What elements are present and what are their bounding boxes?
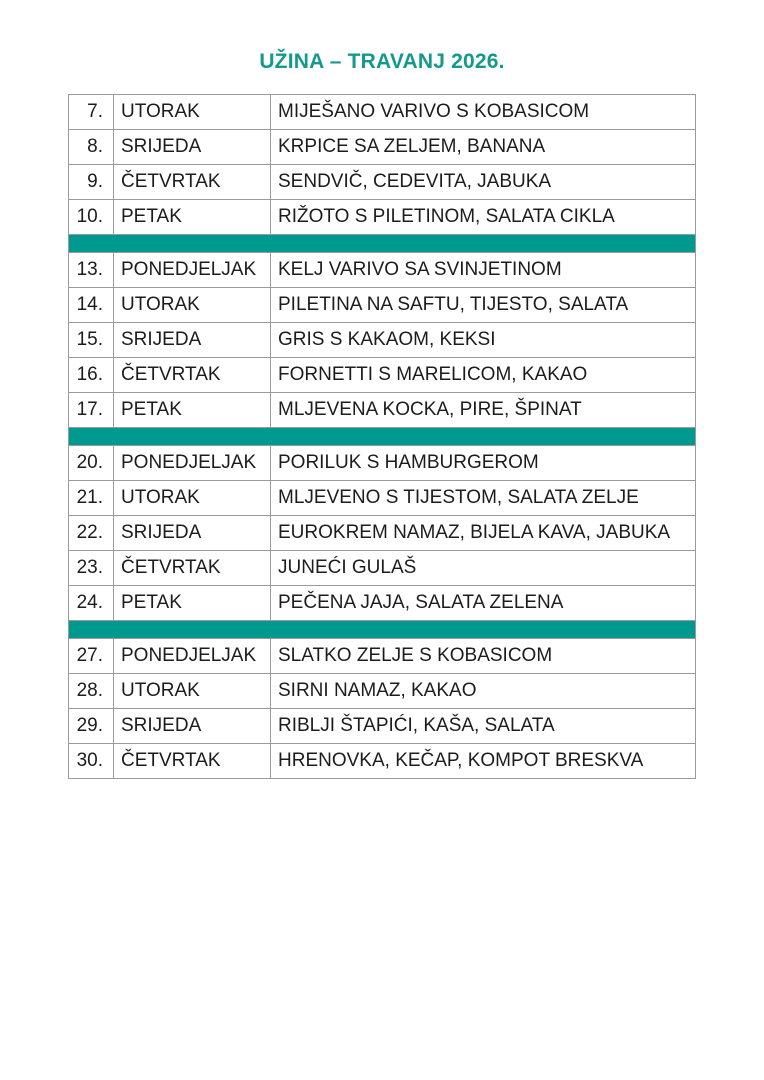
date-cell: 30. bbox=[69, 744, 114, 779]
date-cell: 9. bbox=[69, 165, 114, 200]
day-cell: SRIJEDA bbox=[114, 323, 271, 358]
day-cell: SRIJEDA bbox=[114, 130, 271, 165]
day-cell: UTORAK bbox=[114, 481, 271, 516]
week-separator bbox=[69, 428, 696, 446]
table-row bbox=[69, 551, 696, 586]
day-cell: UTORAK bbox=[114, 95, 271, 130]
table-row bbox=[69, 446, 696, 481]
date-cell: 14. bbox=[69, 288, 114, 323]
date-cell: 21. bbox=[69, 481, 114, 516]
date-cell: 23. bbox=[69, 551, 114, 586]
date-cell: 7. bbox=[69, 95, 114, 130]
table-row bbox=[69, 358, 696, 393]
meal-cell: GRIS S KAKAOM, KEKSI bbox=[271, 323, 696, 358]
table-row bbox=[69, 288, 696, 323]
table-row bbox=[69, 165, 696, 200]
day-cell: ČETVRTAK bbox=[114, 551, 271, 586]
day-cell: ČETVRTAK bbox=[114, 165, 271, 200]
table-row bbox=[69, 323, 696, 358]
meal-cell: RIBLJI ŠTAPIĆI, KAŠA, SALATA bbox=[271, 709, 696, 744]
week-separator bbox=[69, 235, 696, 253]
table-row bbox=[69, 393, 696, 428]
table-row bbox=[69, 639, 696, 674]
table-row bbox=[69, 481, 696, 516]
page-title: UŽINA – TRAVANJ 2026. bbox=[259, 50, 505, 73]
day-cell: PETAK bbox=[114, 586, 271, 621]
meal-cell: MLJEVENO S TIJESTOM, SALATA ZELJE bbox=[271, 481, 696, 516]
meal-cell: MLJEVENA KOCKA, PIRE, ŠPINAT bbox=[271, 393, 696, 428]
meal-cell: KELJ VARIVO SA SVINJETINOM bbox=[271, 253, 696, 288]
day-cell: PETAK bbox=[114, 200, 271, 235]
meal-cell: KRPICE SA ZELJEM, BANANA bbox=[271, 130, 696, 165]
date-cell: 16. bbox=[69, 358, 114, 393]
day-cell: SRIJEDA bbox=[114, 516, 271, 551]
table-row bbox=[69, 744, 696, 779]
meal-cell: EUROKREM NAMAZ, BIJELA KAVA, JABUKA bbox=[271, 516, 696, 551]
meal-cell: PEČENA JAJA, SALATA ZELENA bbox=[271, 586, 696, 621]
meal-cell: PILETINA NA SAFTU, TIJESTO, SALATA bbox=[271, 288, 696, 323]
day-cell: PETAK bbox=[114, 393, 271, 428]
table-row bbox=[69, 95, 696, 130]
date-cell: 13. bbox=[69, 253, 114, 288]
date-cell: 28. bbox=[69, 674, 114, 709]
meal-cell: SENDVIČ, CEDEVITA, JABUKA bbox=[271, 165, 696, 200]
date-cell: 20. bbox=[69, 446, 114, 481]
meal-cell: PORILUK S HAMBURGEROM bbox=[271, 446, 696, 481]
date-cell: 15. bbox=[69, 323, 114, 358]
meal-cell: SLATKO ZELJE S KOBASICOM bbox=[271, 639, 696, 674]
menu-table bbox=[68, 94, 696, 779]
table-row bbox=[69, 709, 696, 744]
week-separator bbox=[69, 621, 696, 639]
meal-cell: SIRNI NAMAZ, KAKAO bbox=[271, 674, 696, 709]
table-row bbox=[69, 130, 696, 165]
date-cell: 22. bbox=[69, 516, 114, 551]
day-cell: PONEDJELJAK bbox=[114, 253, 271, 288]
table-row bbox=[69, 516, 696, 551]
date-cell: 10. bbox=[69, 200, 114, 235]
meal-cell: MIJEŠANO VARIVO S KOBASICOM bbox=[271, 95, 696, 130]
date-cell: 24. bbox=[69, 586, 114, 621]
date-cell: 8. bbox=[69, 130, 114, 165]
meal-cell: FORNETTI S MARELICOM, KAKAO bbox=[271, 358, 696, 393]
table-row bbox=[69, 200, 696, 235]
day-cell: ČETVRTAK bbox=[114, 744, 271, 779]
date-cell: 27. bbox=[69, 639, 114, 674]
day-cell: UTORAK bbox=[114, 674, 271, 709]
day-cell: ČETVRTAK bbox=[114, 358, 271, 393]
table-row bbox=[69, 586, 696, 621]
table-row bbox=[69, 253, 696, 288]
meal-cell: JUNEĆI GULAŠ bbox=[271, 551, 696, 586]
meal-cell: HRENOVKA, KEČAP, KOMPOT BRESKVA bbox=[271, 744, 696, 779]
day-cell: UTORAK bbox=[114, 288, 271, 323]
day-cell: PONEDJELJAK bbox=[114, 639, 271, 674]
table-row bbox=[69, 674, 696, 709]
date-cell: 29. bbox=[69, 709, 114, 744]
day-cell: SRIJEDA bbox=[114, 709, 271, 744]
date-cell: 17. bbox=[69, 393, 114, 428]
day-cell: PONEDJELJAK bbox=[114, 446, 271, 481]
meal-cell: RIŽOTO S PILETINOM, SALATA CIKLA bbox=[271, 200, 696, 235]
